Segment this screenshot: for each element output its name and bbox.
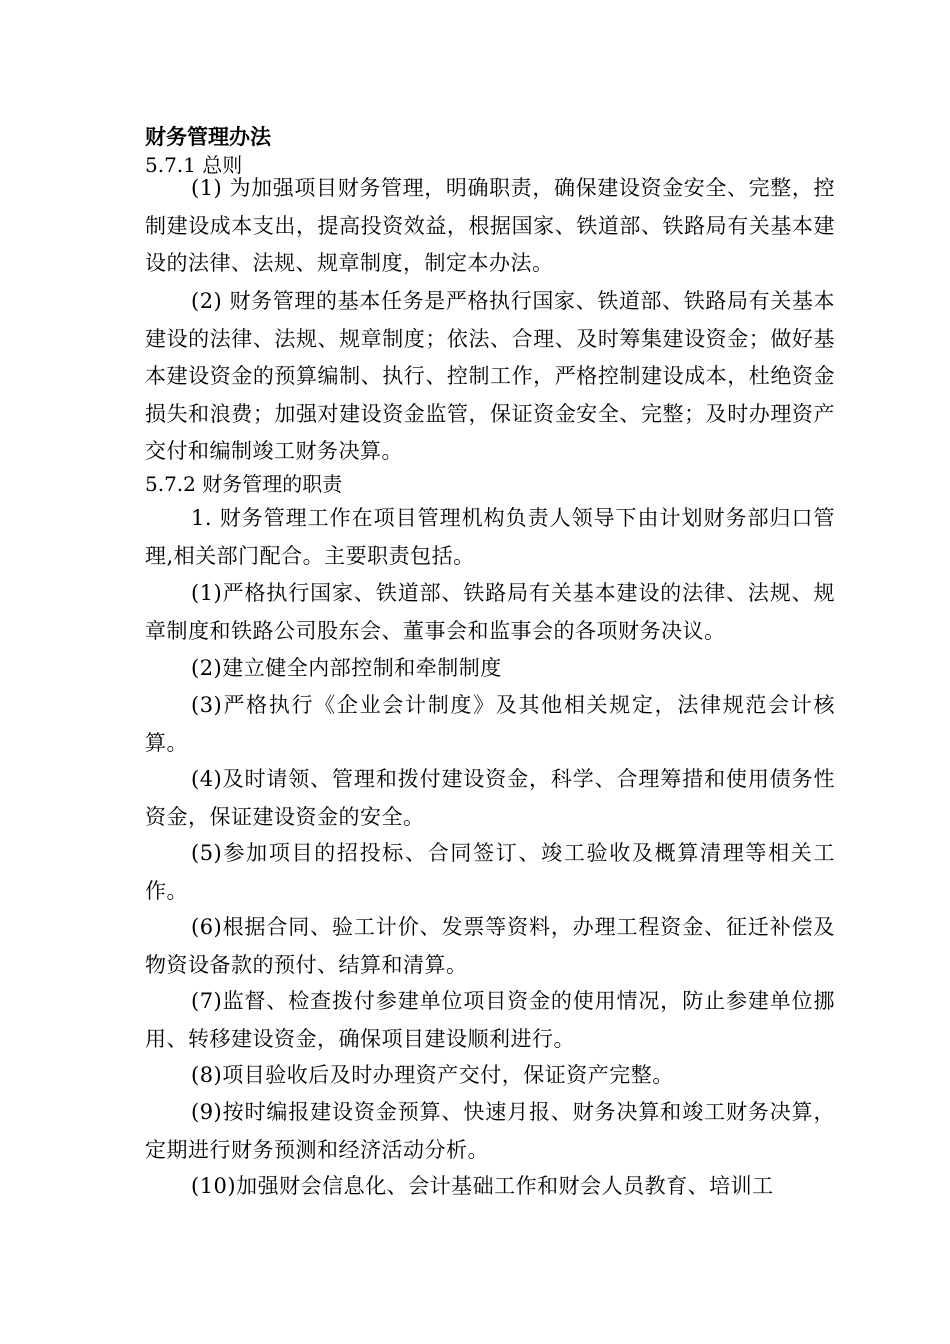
paragraph: (9)按时编报建设资金预算、快速月报、财务决算和竣工财务决算，定期进行财务预测和经济活动分析。 xyxy=(145,1100,835,1162)
paragraph: (2) 财务管理的基本任务是严格执行国家、铁道部、铁路局有关基本建设的法律、法规、规章制度；依法、合理、及时筹集建设资金；做好基本建设资金的预算编制、执行、控制工作，严格控制建设成本，杜绝资金损失和浪费；加强对建设资金监管，保证资金安全、完整；及时办理资产交付和编制竣工财务决算。 xyxy=(145,289,835,463)
paragraph: 1. 财务管理工作在项目管理机构负责人领导下由计划财务部归口管理,相关部门配合。主要职责包括。 xyxy=(145,506,835,568)
paragraph: (3)严格执行《企业会计制度》及其他相关规定，法律规范会计核算。 xyxy=(145,693,835,755)
document-title: 财务管理办法 xyxy=(145,124,271,149)
paragraph: (1) 为加强项目财务管理，明确职责，确保建设资金安全、完整，控制建设成本支出，提高投资效益，根据国家、铁道部、铁路局有关基本建设的法律、法规、规章制度，制定本办法。 xyxy=(145,176,835,275)
paragraph: (1)严格执行国家、铁道部、铁路局有关基本建设的法律、法规、规章制度和铁路公司股东会、董事会和监事会的各项财务决议。 xyxy=(145,581,835,643)
paragraph: (8)项目验收后及时办理资产交付，保证资产完整。 xyxy=(191,1063,674,1087)
paragraph: (10)加强财会信息化、会计基础工作和财会人员教育、培训工 xyxy=(191,1174,774,1198)
section-heading-duties: 5.7.2 财务管理的职责 xyxy=(145,472,343,496)
paragraph: (6)根据合同、验工计价、发票等资料，办理工程资金、征迁补偿及物资设备款的预付、结算和清算。 xyxy=(145,915,835,977)
paragraph: (5)参加项目的招投标、合同签订、竣工验收及概算清理等相关工作。 xyxy=(145,841,835,903)
paragraph: (7)监督、检查拨付参建单位项目资金的使用情况，防止参建单位挪用、转移建设资金，确保项目建设顺利进行。 xyxy=(145,989,835,1051)
paragraph: (4)及时请领、管理和拨付建设资金，科学、合理筹措和使用债务性资金，保证建设资金的安全。 xyxy=(145,767,835,829)
section-heading-general: 5.7.1 总则 xyxy=(145,153,243,177)
paragraph: (2)建立健全内部控制和牵制制度 xyxy=(191,656,502,680)
